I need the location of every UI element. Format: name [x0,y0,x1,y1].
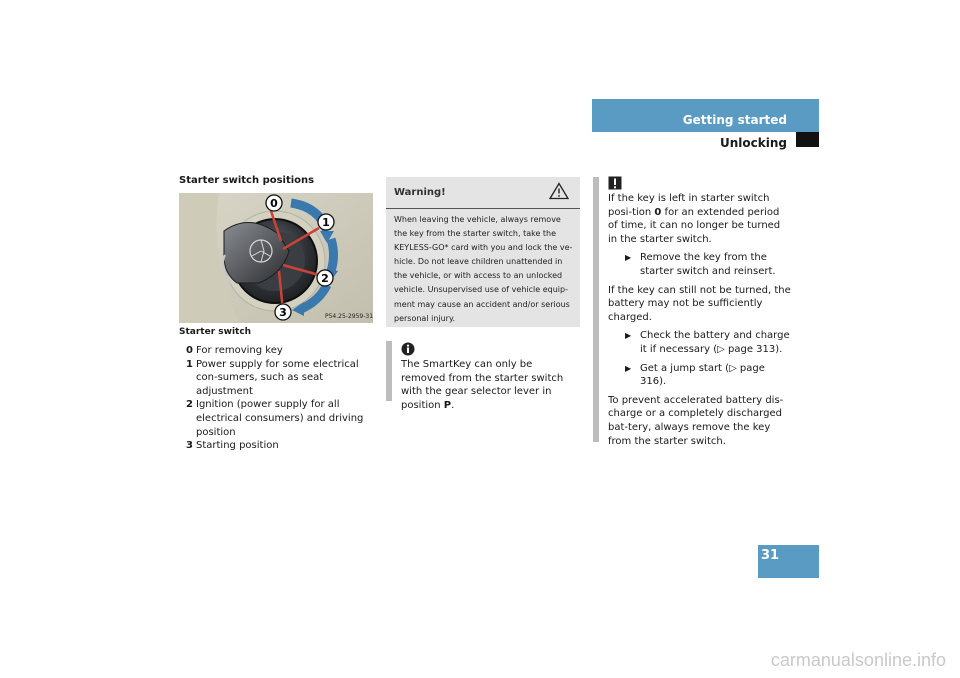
warning-box [386,177,580,327]
page-number: 31 [760,548,780,563]
section-title: Getting started [682,113,787,127]
info-sidebar [386,341,392,401]
instruction-item: ▶ Check the battery and charge it if necessary (▷ page 313). [625,330,790,355]
bullet-triangle-icon: ▶ [625,363,632,373]
position-label-3 [275,304,291,320]
notice-paragraph: If the key can still not be turned, the battery may not be sufficiently charged. [608,284,791,323]
position-label-0 [266,195,282,211]
warning-divider [386,208,580,209]
bullet-triangle-icon: ▶ [625,331,632,341]
svg-text:2: 2 [321,272,329,285]
starter-switch-heading: Starter switch positions [179,175,315,186]
notice-text [608,192,792,453]
svg-text:1: 1 [322,216,330,229]
notice-sidebar [593,177,599,442]
position-legend [186,344,378,453]
position-label-1 [318,214,334,230]
legend-item: 3 Starting position [186,440,279,452]
instruction-item: ▶ Get a jump start (▷ page 316). [625,362,765,388]
notice-paragraph: To prevent accelerated battery dis-charge or a completely discharged bat-tery, always remove the key from the starter switch. [608,394,784,447]
image-caption: Starter switch [179,327,252,337]
footer-watermark: carmanualsonline.info [770,650,946,670]
instruction-item: ▶ Remove the key from the starter switch and reinsert. [625,252,776,277]
header-marker [796,132,819,147]
info-text: The SmartKey can only be removed from the starter switch with the gear selector lever in position P. [401,359,564,411]
position-label-2 [317,270,333,286]
warning-triangle-icon [549,182,569,200]
info-icon [401,342,415,356]
legend-item: 2 Ignition (power supply for all electrical consumers) and driving position [186,399,364,438]
warning-heading: Warning! [394,187,446,198]
notice-paragraph: If the key is left in starter switch posi-tion 0 for an extended period of time, it can no longer be turned in the starter switch. [608,193,781,245]
warning-text: When leaving the vehicle, always remove the key from the starter switch, take the KEYLESS-GO* card with you and lock the ve-hicle. Do not leave children unattended in the vehicle, or with access to an unlocked vehicle. Unsupervised use of vehicle equip-ment may cause an accident and/or serious personal injury. [394,215,573,323]
legend-item: 1 Power supply for some electrical con-sumers, such as seat adjustment [186,358,359,397]
svg-text:3: 3 [279,306,287,319]
section-subtitle: Unlocking [720,136,787,150]
legend-item: 0 For removing key [186,345,283,356]
image-code: P54.25-2959-31 [325,313,373,320]
svg-text:0: 0 [270,197,278,210]
starter-switch-photo [179,193,373,323]
notice-exclamation-icon [608,176,622,190]
bullet-triangle-icon: ▶ [625,253,632,263]
